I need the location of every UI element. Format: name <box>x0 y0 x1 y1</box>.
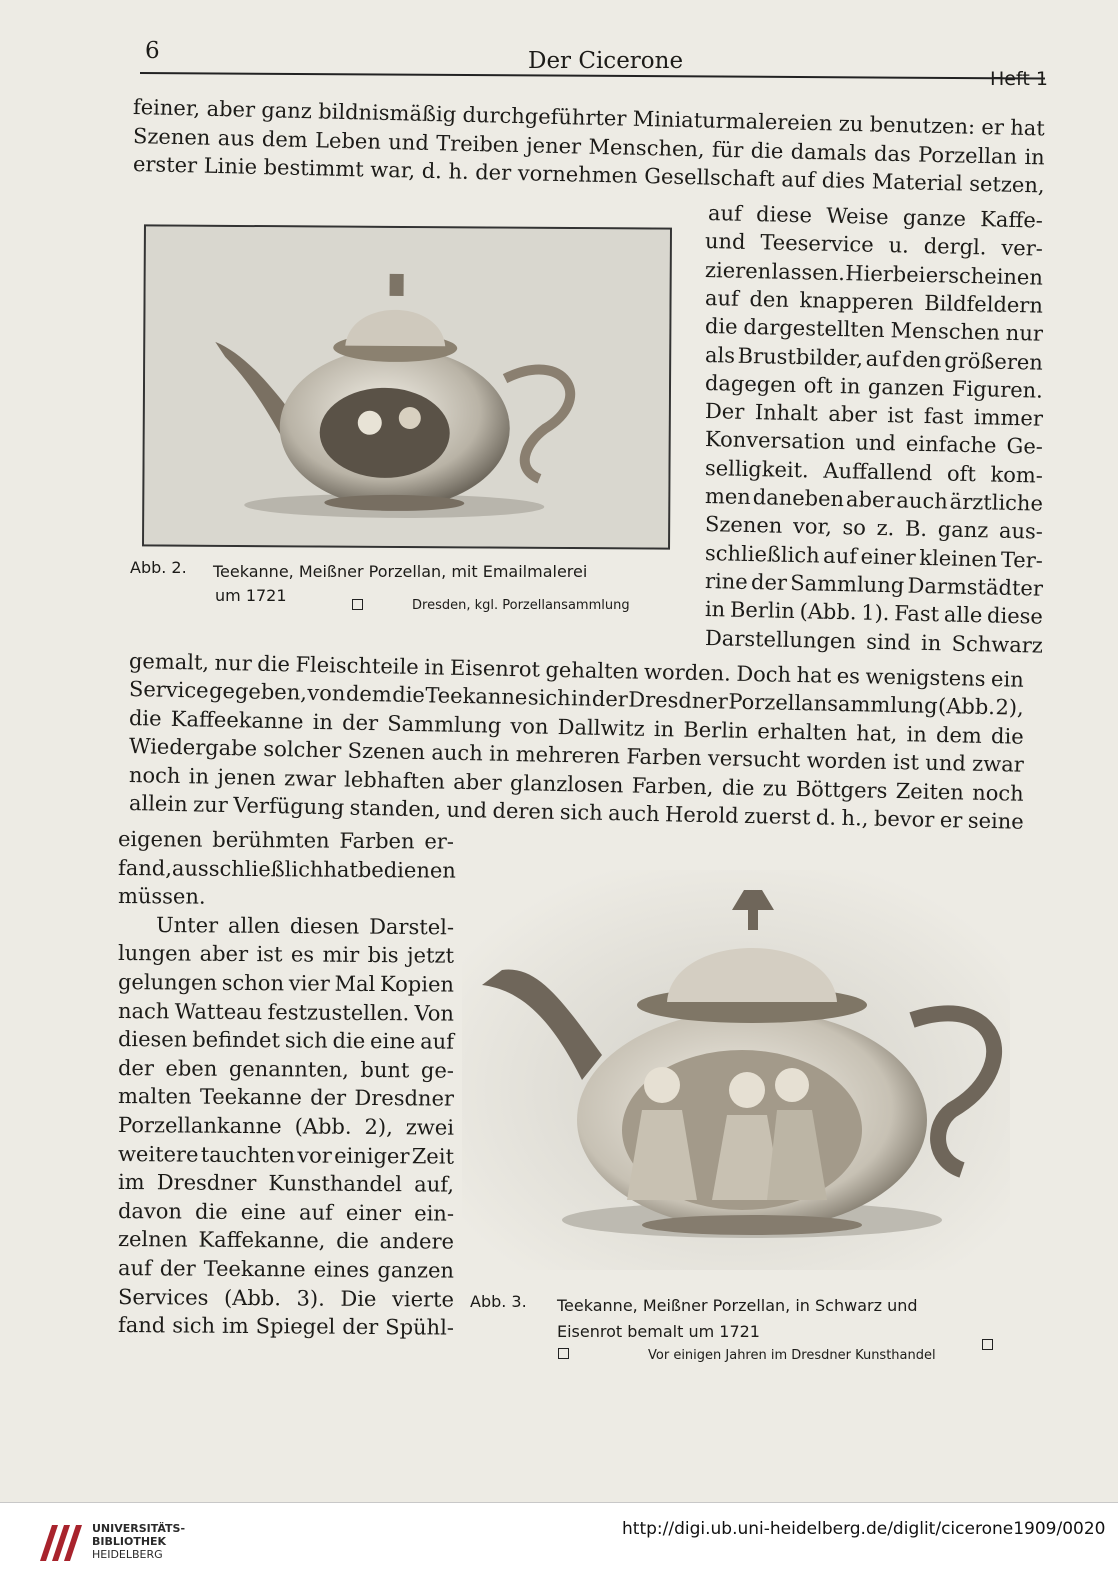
left-column-line: im Dresdner Kunsthandel auf, <box>117 1170 455 1197</box>
figure3-box-right <box>978 1334 997 1353</box>
figure3-box-left <box>554 1343 573 1362</box>
page-number: 6 <box>145 38 160 64</box>
left-column-line: weitere tauchten vor einiger Zeit <box>117 1141 455 1169</box>
left-column-line: müssen. <box>117 884 206 909</box>
right-column-line: Szenen vor, so z. B. ganz aus- <box>704 512 1044 544</box>
middle-line: gemalt, nur die Fleischteile in Eisenrot gehalten worden. Doch hat es wenigstens ein <box>128 649 1024 692</box>
left-column-line: Unter allen diesen Darstel- <box>155 912 455 940</box>
library-name-line3: HEIDELBERG <box>92 1548 163 1561</box>
left-column-line: diesen befindet sich die eine auf <box>117 1027 455 1054</box>
footer-bar <box>0 1502 1118 1585</box>
source-url[interactable]: http://digi.ub.uni-heidelberg.de/diglit/cicerone1909/0020 <box>622 1519 1106 1539</box>
figure2-photo <box>142 224 672 549</box>
middle-line: noch in jenen zwar lebhaften aber glanzlosen Farben, die zu Böttgers Zeiten noch <box>128 762 1024 806</box>
right-column-line: Der Inhalt aber ist fast immer <box>704 399 1044 431</box>
top-line: erster Linie bestimmt war, d. h. der vornehmen Gesellschaft auf dies Material setzen, <box>132 152 1045 198</box>
right-column-line: selligkeit. Auffallend oft kom- <box>704 455 1044 488</box>
left-column-line: auf der Teekanne eines ganzen <box>117 1256 455 1283</box>
teapot-image <box>144 226 670 547</box>
right-column-line: schließlich auf einer kleinen Ter- <box>704 540 1044 573</box>
left-column-line: lungen aber ist es mir bis jetzt <box>117 941 455 969</box>
library-name-line2: BIBLIOTHEK <box>92 1535 167 1548</box>
right-column-line: dagegen oft in ganzen Figuren. <box>704 370 1044 403</box>
right-column-line: in Berlin (Abb. 1). Fast alle diese <box>704 597 1044 629</box>
left-column-line: fand sich im Spiegel der Spühl- <box>117 1313 455 1340</box>
left-column-line: gelungen schon vier Mal Kopien <box>117 970 455 997</box>
teapot-image-large <box>462 870 1010 1270</box>
middle-line: allein zur Verfügung standen, und deren sich auch Herold zuerst d. h., bevor er seine <box>128 791 1024 834</box>
left-column-line: malten Teekanne der Dresdner <box>117 1084 455 1112</box>
figure3-caption-line1: Teekanne, Meißner Porzellan, in Schwarz und <box>557 1296 918 1315</box>
library-logo-icon <box>36 1521 84 1565</box>
figure3-caption-line2: Eisenrot bemalt um 1721 <box>557 1322 760 1341</box>
top-line: Szenen aus dem Leben und Treiben jener Menschen, für die damals das Porzellan in <box>132 123 1046 169</box>
figure2-caption-line1: Teekanne, Meißner Porzellan, mit Emailmalerei <box>213 562 588 581</box>
right-column-line: rine der Sammlung Darmstädter <box>704 568 1044 601</box>
middle-line: Wiedergabe solcher Szenen auch in mehreren Farben versucht worden ist und zwar <box>128 734 1025 777</box>
journal-title: Der Cicerone <box>528 48 684 74</box>
right-column-line: Konversation und einfache Ge- <box>704 427 1044 460</box>
left-column-line: nach Watteau festzustellen. Von <box>117 998 455 1026</box>
left-column-line: Services (Abb. 3). Die vierte <box>117 1284 455 1312</box>
right-column-line: als Brustbilder, auf den größeren <box>704 342 1044 375</box>
right-column-line: die dargestellten Menschen nur <box>704 314 1044 346</box>
issue-label: Heft 1 <box>990 68 1048 90</box>
library-name-line1: UNIVERSITÄTS- <box>92 1522 186 1535</box>
library-logo[interactable] <box>36 1521 84 1565</box>
middle-line: die Kaffeekanne in der Sammlung von Dallwitz in Berlin erhalten hat, in dem die <box>128 705 1024 749</box>
middle-line: Service gegeben, von dem die Teekanne sich in der Dresdner Porzellansammlung (Abb. 2), <box>128 677 1024 721</box>
figure3-credit: Vor einigen Jahren im Dresdner Kunsthandel <box>648 1348 936 1363</box>
figure2-credit: Dresden, kgl. Porzellansammlung <box>412 598 630 613</box>
left-column-line: der eben genannten, bunt ge- <box>117 1055 455 1083</box>
top-line: feiner, aber ganz bildnismäßig durchgeführter Miniaturmalereien zu benutzen: er hat <box>132 95 1046 141</box>
figure3-photo <box>462 870 1010 1270</box>
left-column-line: eigenen berühmten Farben er- <box>117 827 455 854</box>
right-column-line: auf diese Weise ganze Kaffe- <box>707 201 1044 233</box>
figure3-label: Abb. 3. <box>470 1292 527 1311</box>
left-column-line: zelnen Kaffekanne, die andere <box>117 1227 455 1255</box>
right-column-line: Darstellungen sind in Schwarz <box>704 625 1044 658</box>
left-column-line: Porzellankanne (Abb. 2), zwei <box>117 1113 455 1140</box>
figure2-caption-line2: um 1721 <box>215 586 287 605</box>
right-column-line: auf den knapperen Bildfeldern <box>704 285 1044 318</box>
left-column-line: fand, ausschließlich hat bedienen <box>117 855 456 883</box>
figure2-label: Abb. 2. <box>130 558 187 577</box>
right-column-line: men daneben aber auch ärztliche <box>704 484 1044 516</box>
figure2-credit-box <box>348 594 367 613</box>
right-column-line: zieren lassen. Hierbei erscheinen <box>704 257 1044 290</box>
left-column-line: davon die eine auf einer ein- <box>117 1198 455 1226</box>
right-column-line: und Teeservice u. dergl. ver- <box>704 229 1044 261</box>
